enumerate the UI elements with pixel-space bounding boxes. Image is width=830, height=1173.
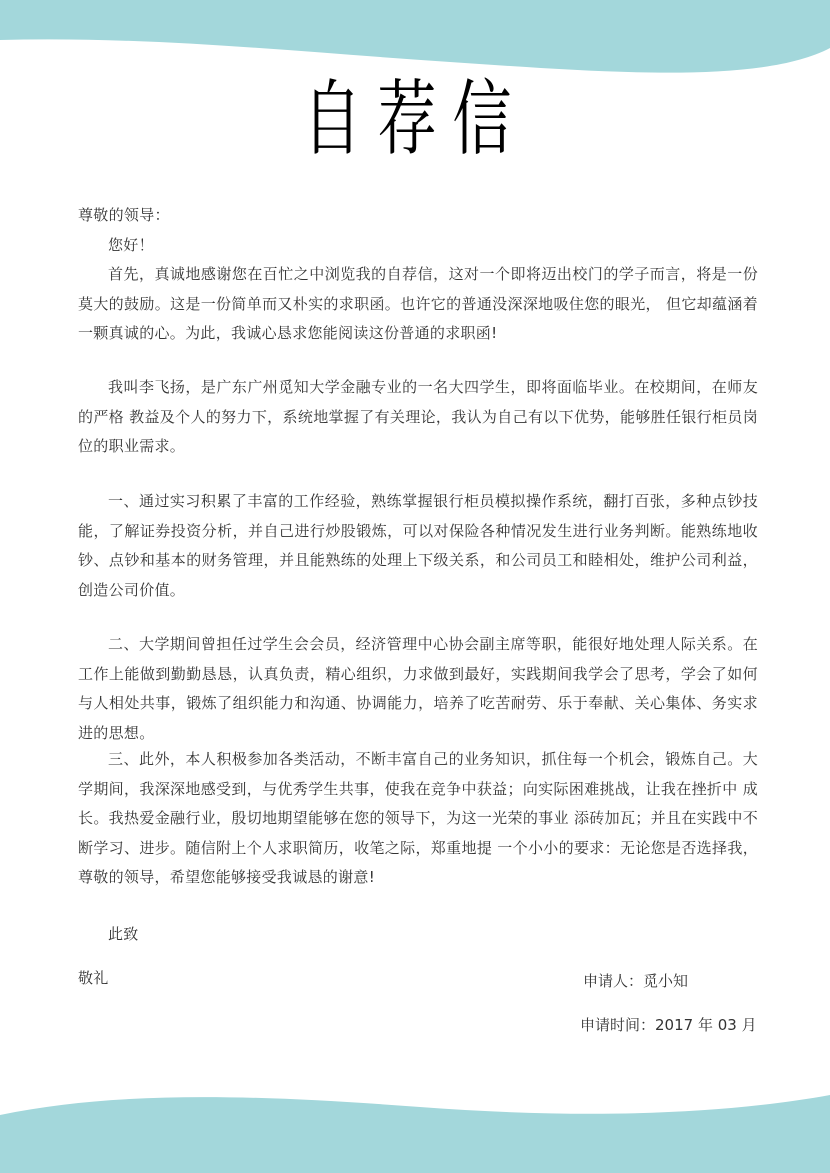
regards: 敬礼 bbox=[78, 969, 109, 987]
paragraph-self-introduction: 我叫李飞扬，是广东广州觅知大学金融专业的一名大四学生，即将面临毕业。在校期间，在师友的严格 教益及个人的努力下，系统地掌握了有关理论，我认为自己有以下优势，能够胜任银行柜员岗位的职业需求。 bbox=[78, 378, 758, 455]
bottom-wave-decoration bbox=[0, 1085, 830, 1173]
applicant-name: 申请人：觅小知 bbox=[583, 972, 689, 990]
paragraph-strength-1: 一、通过实习积累了丰富的工作经验，熟练掌握银行柜员模拟操作系统，翻打百张，多种点钞技能，了解证券投资分析，并自己进行炒股锻炼，可以对保险各种情况发生进行业务判断。能熟练地收钞、点钞和基本的财务管理，并且能熟练的处理上下级关系，和公司员工和睦相处，维护公司利益，创造公司价值。 bbox=[78, 492, 758, 599]
paragraph-strength-3: 三、此外，本人积极参加各类活动，不断丰富自己的业务知识，抓住每一个机会，锻炼自己。大学期间，我深深地感受到，与优秀学生共事，使我在竞争中获益；向实际困难挑战，让我在挫折中 成长。我热爱金融行业，殷切地期望能够在您的领导下，为这一光荣的事业 添砖加瓦；并且在实践中不断学习、进步。随信附上个人求职简历，收笔之际，郑重地提 一个小小的要求：无论您是否选择我，尊敬的领导，希望您能够接受我诚恳的谢意! bbox=[78, 750, 758, 886]
page-title: 自荐信 bbox=[302, 72, 528, 167]
application-date: 申请时间：2017 年 03 月 bbox=[580, 1016, 757, 1034]
top-wave-decoration bbox=[0, 0, 830, 80]
paragraph-strength-2: 二、大学期间曾担任过学生会会员，经济管理中心协会副主席等职，能很好地处理人际关系。在工作上能做到勤勤恳恳，认真负责，精心组织，力求做到最好，实践期间我学会了思考，学会了如何与人相处共事，锻炼了组织能力和沟通、协调能力，培养了吃苦耐劳、乐于奉献、关心集体、务实求进的思想。 bbox=[78, 635, 758, 742]
salutation: 尊敬的领导： bbox=[78, 206, 170, 224]
paragraph-intro: 首先，真诚地感谢您在百忙之中浏览我的自荐信，这对一个即将迈出校门的学子而言，将是一份莫大的鼓励。这是一份简单而又朴实的求职函。也许它的普通没深深地吸住您的眼光， 但它却蕴涵着一颗真诚的心。为此，我诚心恳求您能阅读这份普通的求职函! bbox=[78, 265, 758, 342]
closing: 此致 bbox=[108, 925, 139, 943]
greeting: 您好！ bbox=[108, 236, 154, 254]
